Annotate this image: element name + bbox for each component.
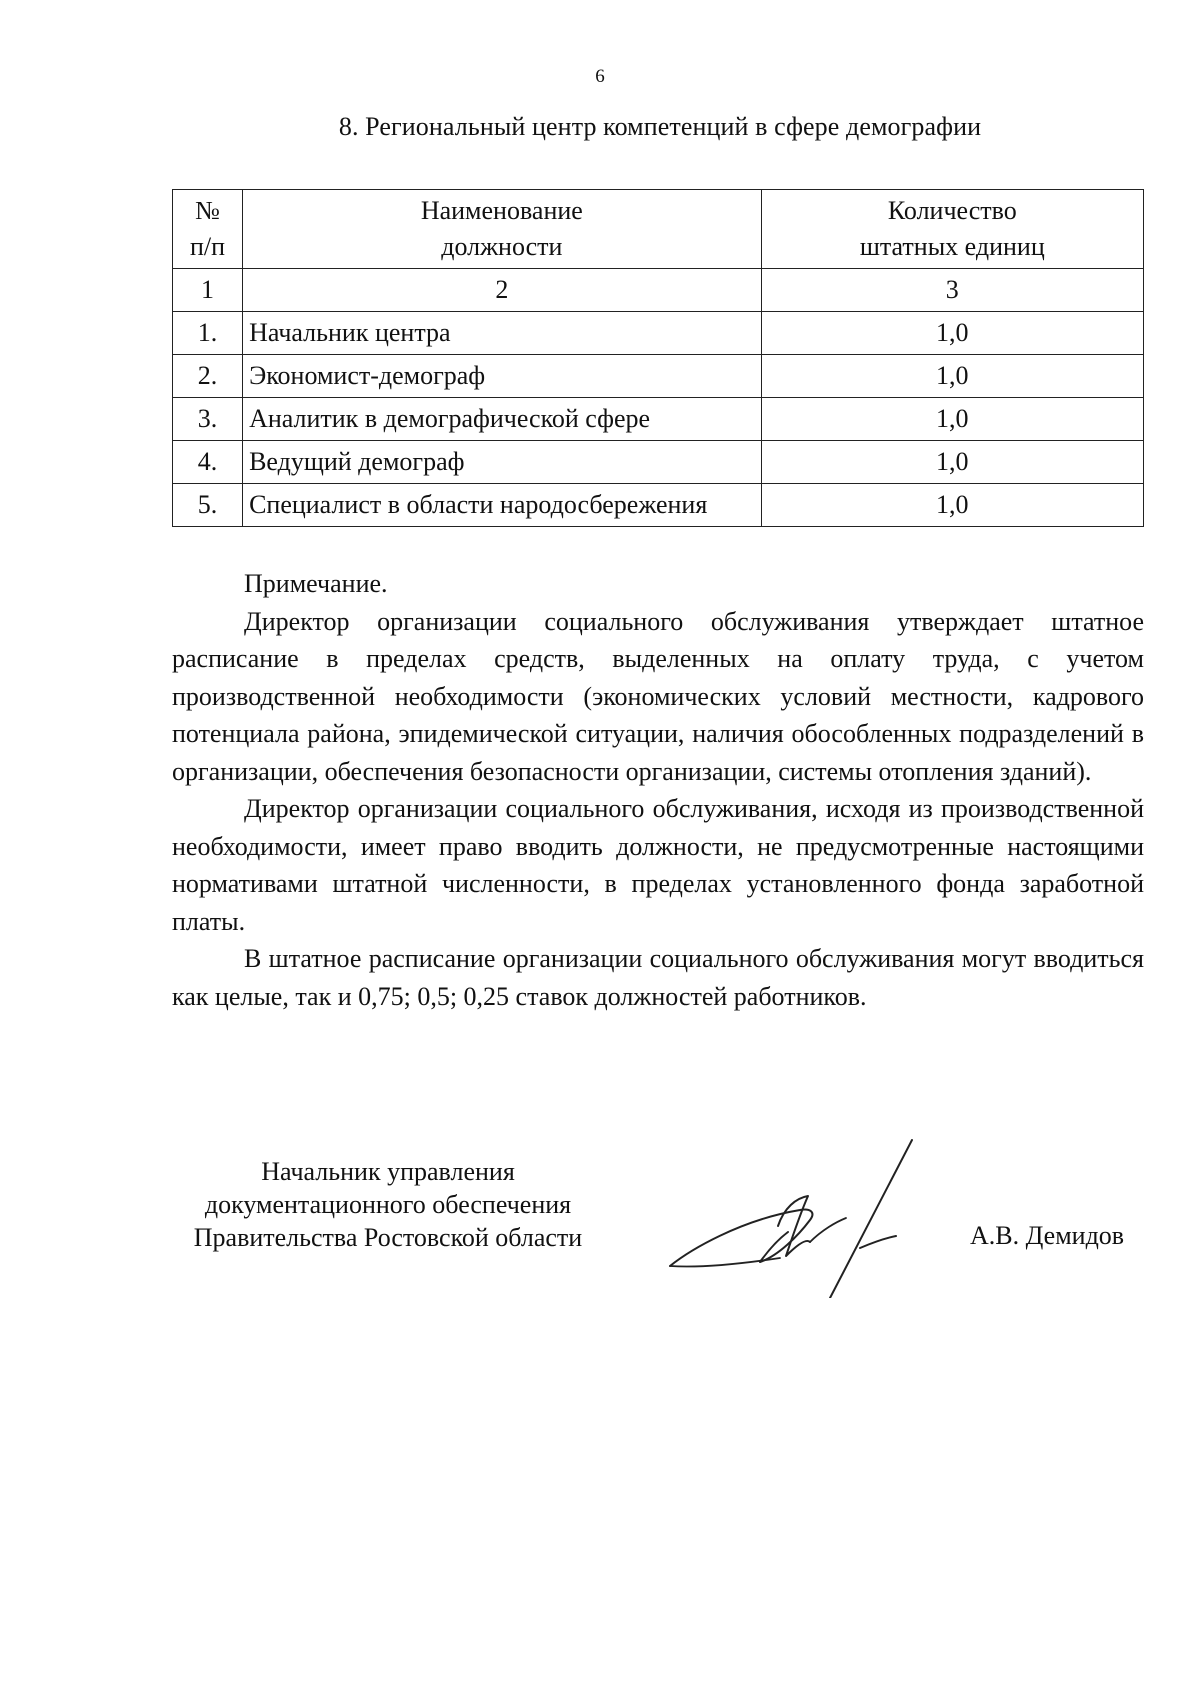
position-name: Аналитик в демографической сфере — [243, 398, 762, 441]
column-index: 2 — [243, 269, 762, 312]
row-number: 4. — [173, 441, 243, 484]
note-title: Примечание. — [244, 569, 388, 598]
header-quantity-line1: Количество — [887, 196, 1017, 225]
table-header-row — [173, 190, 1144, 269]
header-position-line1: Наименование — [420, 196, 583, 225]
note-paragraph: Директор организации социального обслуживания, исходя из производственной необходимости, имеет право вводить должности, не предусмотренные настоящими нормативами штатной численности, в пределах установленного фонда заработной платы. — [172, 794, 1144, 936]
table-row — [173, 355, 1144, 398]
position-name: Начальник центра — [243, 312, 762, 355]
table-row — [173, 312, 1144, 355]
staff-quantity: 1,0 — [761, 312, 1143, 355]
row-number: 3. — [173, 398, 243, 441]
column-index-row — [173, 269, 1144, 312]
signatory-position — [168, 1155, 608, 1254]
position-name: Ведущий демограф — [243, 441, 762, 484]
header-position — [243, 190, 762, 269]
row-number: 5. — [173, 484, 243, 527]
header-position-line2: должности — [441, 232, 563, 261]
header-number-line2: п/п — [190, 232, 226, 261]
note-paragraph: В штатное расписание организации социального обслуживания могут вводиться как целые, так и 0,75; 0,5; 0,25 ставок должностей работников. — [172, 944, 1144, 1011]
signatory-position-line: Начальник управления — [261, 1157, 515, 1186]
note-paragraph: Директор организации социального обслуживания утверждает штатное расписание в пределах средств, выделенных на оплату труда, с учетом производственной необходимости (экономических условий местности, кадрового потенциала района, эпидемической ситуации, наличия обособленных подразделений в организации, обеспечения безопасности организации, системы отопления зданий). — [172, 606, 1144, 786]
signatory-name: А.В. Демидов — [970, 1221, 1125, 1250]
staff-quantity: 1,0 — [761, 441, 1143, 484]
staff-quantity: 1,0 — [761, 484, 1143, 527]
page-number: 6 — [595, 66, 605, 87]
staff-quantity: 1,0 — [761, 355, 1143, 398]
table-row — [173, 484, 1144, 527]
header-quantity-line2: штатных единиц — [859, 232, 1045, 261]
row-number: 1. — [173, 312, 243, 355]
header-number-line1: № — [195, 196, 220, 225]
section-title: 8. Региональный центр компетенций в сфере демографии — [338, 112, 982, 141]
staff-quantity: 1,0 — [761, 398, 1143, 441]
signatory-position-line: Правительства Ростовской области — [193, 1223, 583, 1252]
staff-table — [172, 189, 1144, 527]
position-name: Специалист в области народосбережения — [243, 484, 762, 527]
note-section — [172, 565, 1144, 1015]
column-index: 3 — [761, 269, 1143, 312]
position-name: Экономист-демограф — [243, 355, 762, 398]
table-row — [173, 398, 1144, 441]
header-quantity — [761, 190, 1143, 269]
handwritten-signature — [660, 1138, 950, 1298]
header-number — [173, 190, 243, 269]
row-number: 2. — [173, 355, 243, 398]
signatory-position-line: документационного обеспечения — [204, 1190, 572, 1219]
column-index: 1 — [173, 269, 243, 312]
table-row — [173, 441, 1144, 484]
